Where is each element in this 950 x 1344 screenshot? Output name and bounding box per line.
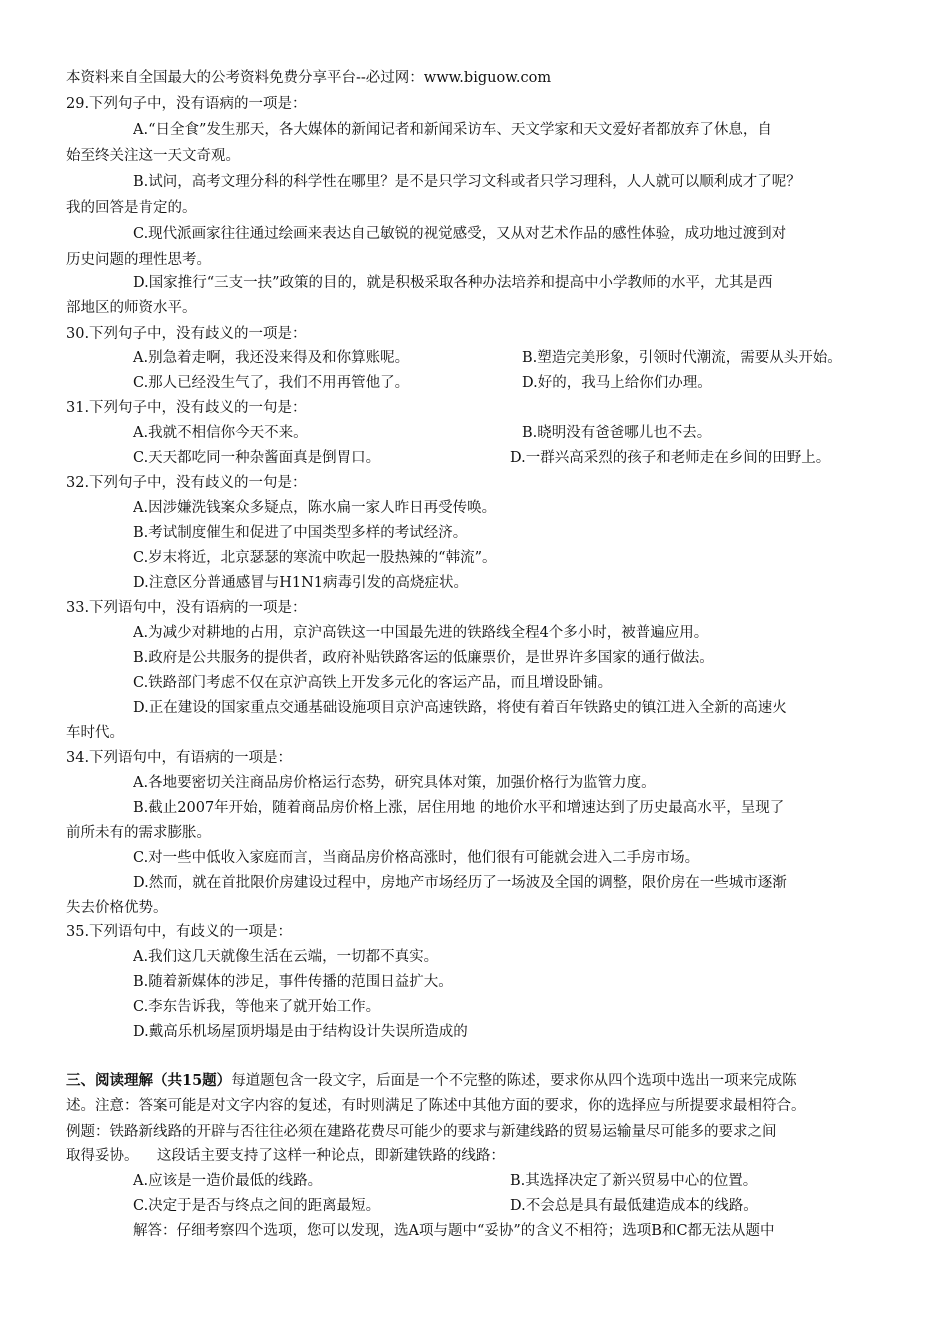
q35-option-a: A.我们这几天就像生活在云端，一切都不真实。	[133, 949, 439, 965]
q34-option-b-cont: 前所未有的需求膨胀。	[66, 825, 211, 841]
example-answer: 解答：仔细考察四个选项，您可以发现，选A项与题中“妥协”的含义不相符；选项B和C都无法从题中	[133, 1223, 775, 1239]
q31-option-b: B.晓明没有爸爸哪儿也不去。	[522, 425, 712, 441]
q35-stem: 35.下列语句中，有歧义的一项是：	[66, 924, 293, 940]
q32-option-a: A.因涉嫌洗钱案众多疑点，陈水扁一家人昨日再受传唤。	[133, 500, 497, 516]
section3-intro-cont: 述。注意：答案可能是对文字内容的复述，有时则满足了陈述中其他方面的要求，你的选择应与所提要求最相符合。	[66, 1098, 806, 1114]
q29-option-d: D.国家推行“三支一扶”政策的目的，就是积极采取各种办法培养和提高中小学教师的水平，尤其是西	[133, 275, 773, 291]
q32-stem: 32.下列句子中，没有歧义的一句是：	[66, 475, 307, 491]
example-option-a: A.应该是一造价最低的线路。	[133, 1173, 323, 1189]
q29-option-b-cont: 我的回答是肯定的。	[66, 200, 197, 216]
q30-stem: 30.下列句子中，没有歧义的一项是：	[66, 326, 307, 342]
q34-option-a: A.各地要密切关注商品房价格运行态势，研究具体对策，加强价格行为监管力度。	[133, 775, 656, 791]
q33-option-d: D.正在建设的国家重点交通基础设施项目京沪高速铁路，将使有着百年铁路史的镇江进入全新的高速火	[133, 700, 787, 716]
section3-title: 三、阅读理解（共15题）	[66, 1072, 232, 1089]
example-option-d: D.不会总是具有最低建造成本的线路。	[510, 1198, 758, 1214]
q32-option-d: D.注意区分普通感冒与H1N1病毒引发的高烧症状。	[133, 575, 468, 591]
q29-option-c: C.现代派画家往往通过绘画来表达自己敏锐的视觉感受，又从对艺术作品的感性体验，成功地过渡到对	[133, 226, 787, 242]
section3-heading-line	[66, 1068, 892, 1094]
example-stem-cont: 取得妥协。 这段话主要支持了这样一种论点，即新建铁路的线路：	[66, 1148, 505, 1164]
q32-option-b: B.考试制度催生和促进了中国类型多样的考试经济。	[133, 525, 468, 541]
q31-stem: 31.下列句子中，没有歧义的一句是：	[66, 400, 307, 416]
q33-stem: 33.下列语句中，没有语病的一项是：	[66, 600, 307, 616]
section3-intro: 每道题包含一段文字，后面是一个不完整的陈述，要求你从四个选项中选出一项来完成陈	[231, 1073, 797, 1089]
q29-option-a-cont: 始至终关注这一天文奇观。	[66, 148, 240, 164]
q30-option-d: D.好的，我马上给你们办理。	[522, 375, 712, 391]
q33-option-b: B.政府是公共服务的提供者，政府补贴铁路客运的低廉票价，是世界许多国家的通行做法。	[133, 650, 714, 666]
header-source-line: 本资料来自全国最大的公考资料免费分享平台--必过网：www.biguow.com	[66, 70, 552, 86]
q29-option-b: B.试问，高考文理分科的科学性在哪里？是不是只学习文科或者只学习理科，人人就可以顺利成才了呢？	[133, 174, 801, 190]
q29-option-d-cont: 部地区的师资水平。	[66, 300, 197, 316]
q34-option-b: B.截止2007年开始，随着商品房价格上涨，居住用地 的地价水平和增速达到了历史最高水平，呈现了	[133, 800, 785, 816]
q32-option-c: C.岁末将近，北京瑟瑟的寒流中吹起一股热辣的“韩流”。	[133, 550, 497, 566]
example-option-c: C.决定于是否与终点之间的距离最短。	[133, 1198, 381, 1214]
example-option-b: B.其选择决定了新兴贸易中心的位置。	[510, 1173, 758, 1189]
q35-option-c: C.李东告诉我，等他来了就开始工作。	[133, 999, 381, 1015]
q31-option-c: C.天天都吃同一种杂酱面真是倒胃口。	[133, 450, 381, 466]
q30-option-b: B.塑造完美形象，引领时代潮流，需要从头开始。	[522, 350, 842, 366]
example-stem: 例题：铁路新线路的开辟与否往往必须在建路花费尽可能少的要求与新建线路的贸易运输量尽可能多的要求之间	[66, 1124, 777, 1140]
q34-stem: 34.下列语句中，有语病的一项是：	[66, 750, 293, 766]
q34-option-c: C.对一些中低收入家庭而言，当商品房价格高涨时，他们很有可能就会进入二手房市场。	[133, 850, 700, 866]
q35-option-d: D.戴高乐机场屋顶坍塌是由于结构设计失误所造成的	[133, 1024, 468, 1040]
q29-stem: 29.下列句子中，没有语病的一项是：	[66, 96, 307, 112]
q33-option-d-cont: 车时代。	[66, 725, 124, 741]
q29-option-c-cont: 历史问题的理性思考。	[66, 252, 211, 268]
q33-option-a: A.为减少对耕地的占用，京沪高铁这一中国最先进的铁路线全程4个多小时，被普遍应用。	[133, 625, 709, 641]
q30-option-c: C.那人已经没生气了，我们不用再管他了。	[133, 375, 410, 391]
q35-option-b: B.随着新媒体的涉足，事件传播的范围日益扩大。	[133, 974, 453, 990]
q31-option-a: A.我就不相信你今天不来。	[133, 425, 308, 441]
q31-option-d: D.一群兴高采烈的孩子和老师走在乡间的田野上。	[510, 450, 831, 466]
q29-option-a: A.“日全食”发生那天，各大媒体的新闻记者和新闻采访车、天文学家和天文爱好者都放弃了休息，自	[133, 122, 772, 138]
q33-option-c: C.铁路部门考虑不仅在京沪高铁上开发多元化的客运产品，而且增设卧铺。	[133, 675, 613, 691]
q30-option-a: A.别急着走啊，我还没来得及和你算账呢。	[133, 350, 410, 366]
q34-option-d: D.然而，就在首批限价房建设过程中，房地产市场经历了一场波及全国的调整，限价房在一些城市逐渐	[133, 875, 787, 891]
q34-option-d-cont: 失去价格优势。	[66, 900, 168, 916]
